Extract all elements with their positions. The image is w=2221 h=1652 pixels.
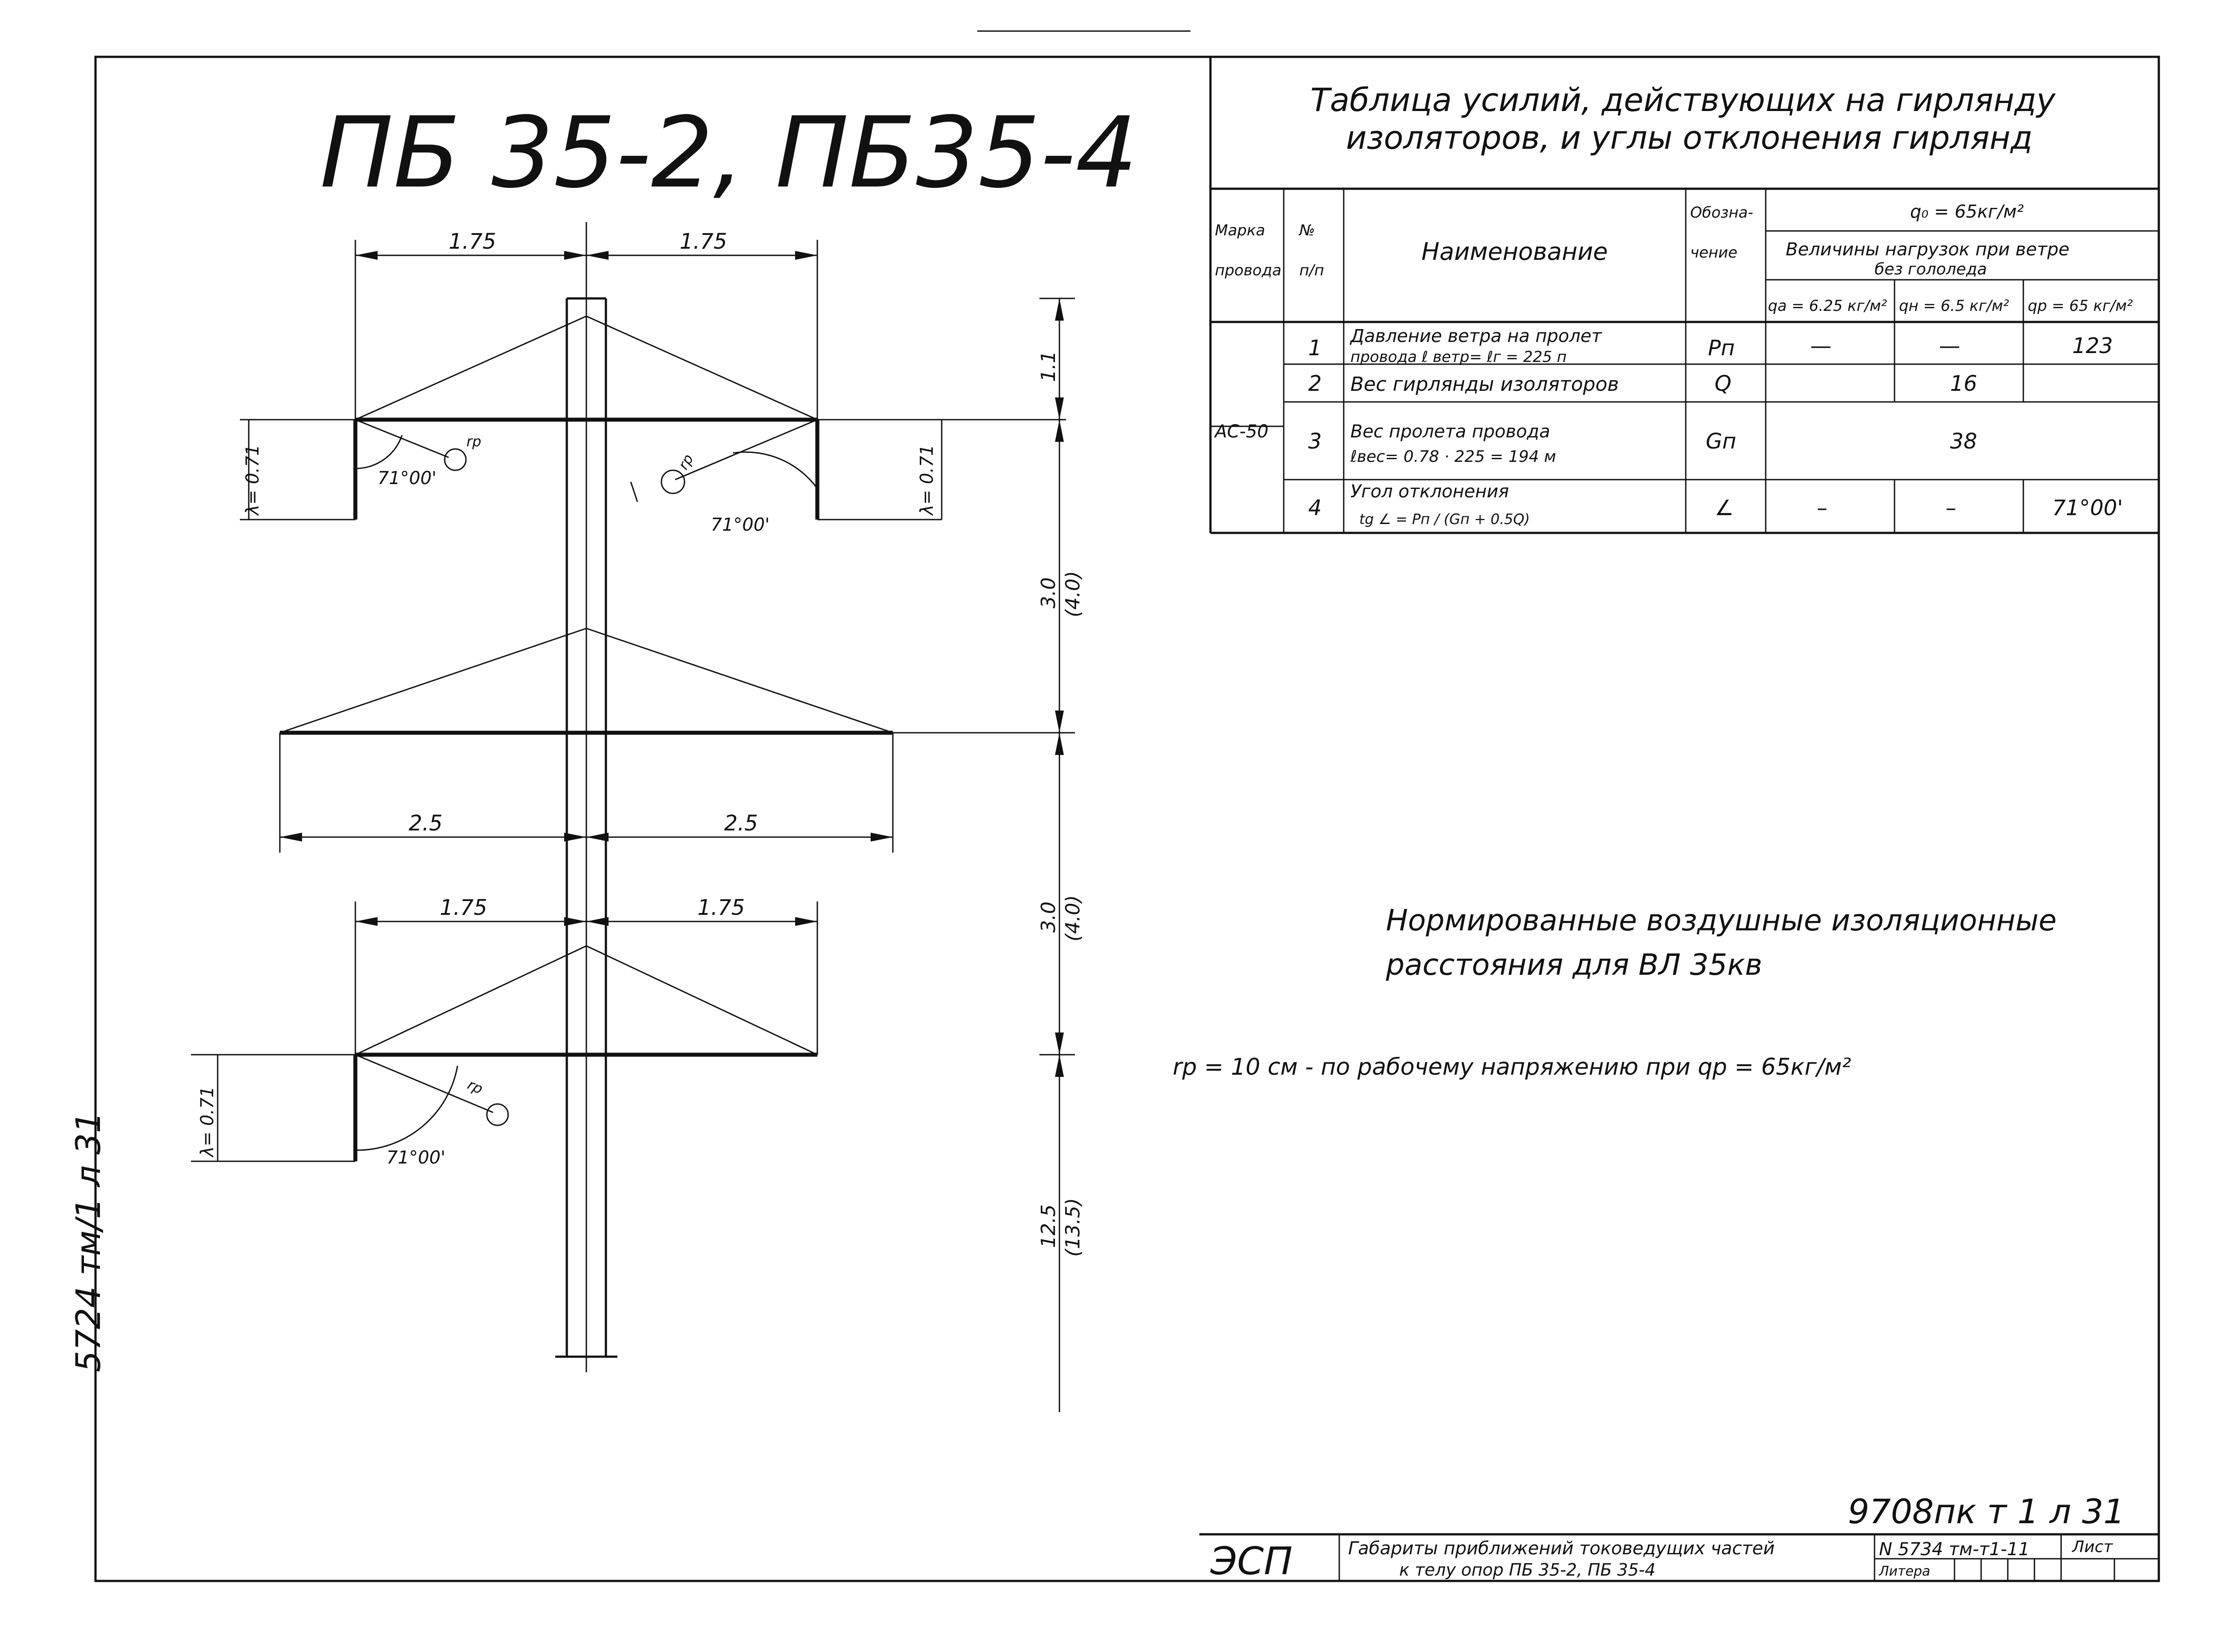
- row1-qp: 123: [2072, 334, 2113, 358]
- row3-sym: Gп: [1706, 429, 1736, 454]
- angle-top-left: 71°00': [378, 468, 437, 488]
- notes-heading-1: Нормированные воздушные изоляционные: [1386, 903, 2057, 937]
- dim-bottom-alt: (13.5): [1062, 1198, 1084, 1257]
- dim-bot-arm-left: 1.75: [440, 895, 487, 920]
- hdr-name: Наименование: [1421, 238, 1608, 266]
- hdr-qn: qн = 6.5 кг/м²: [1899, 297, 2009, 315]
- row1-num: 1: [1308, 336, 1322, 361]
- title-block: [1199, 1492, 2159, 1584]
- title-desc-1: Габариты приближений токоведущих частей: [1348, 1538, 1775, 1559]
- dim-middle-1-alt: (4.0): [1062, 571, 1084, 617]
- dim-bot-arm-right: 1.75: [697, 895, 745, 920]
- row4-qn: –: [1946, 496, 1956, 520]
- vertical-dimensions: [1037, 298, 1084, 1412]
- dim-middle-2-alt: (4.0): [1062, 895, 1084, 941]
- row1-qa: —: [1810, 334, 1831, 358]
- litera-label: Литера: [1879, 1564, 1930, 1579]
- hdr-num-2: п/п: [1299, 262, 1324, 279]
- hdr-load-top: q₀ = 65кг/м²: [1910, 202, 2024, 222]
- hdr-num-1: №: [1299, 222, 1315, 239]
- hdr-symbol-1: Обозна-: [1690, 204, 1753, 222]
- hdr-brand-2: провода: [1215, 262, 1282, 279]
- garland-length-top-right: λ= 0.71: [917, 445, 937, 515]
- hdr-qp: qр = 65 кг/м²: [2028, 297, 2133, 315]
- pole: [555, 222, 617, 1372]
- doc-number: N 5734 тм-т1-11: [1879, 1539, 2030, 1560]
- dim-bottom: 12.5: [1037, 1204, 1060, 1248]
- bottom-crossarm: [191, 895, 817, 1168]
- row1-qn: —: [1939, 334, 1960, 358]
- forces-table: [1210, 57, 2159, 533]
- hdr-load-sub-1: Величины нагрузок при ветре: [1786, 239, 2070, 260]
- angle-top-right: 71°00': [711, 515, 770, 535]
- row3-merged: 38: [1950, 429, 1978, 454]
- dim-middle-2: 3.0: [1037, 901, 1060, 933]
- dim-top-arm-right: 1.75: [680, 229, 727, 254]
- side-code: 5724 тм/1 л 31: [68, 1112, 108, 1372]
- row4-qa: –: [1817, 496, 1827, 520]
- hdr-load-sub-2: без гололеда: [1875, 260, 1987, 278]
- dim-mid-arm-right: 2.5: [724, 811, 758, 836]
- notes: [1173, 903, 2057, 1080]
- row1-sym: Рп: [1708, 336, 1735, 361]
- row4-num: 4: [1308, 496, 1322, 520]
- notes-heading-2: расстояния для ВЛ 35кв: [1386, 948, 1763, 982]
- row2-sym: Q: [1715, 371, 1731, 396]
- garland-length-top-left: λ= 0.71: [243, 445, 263, 515]
- rp-top-left: rp: [466, 433, 482, 450]
- row4-name-2: tg ∠ = Рп / (Gп + 0.5Q): [1359, 511, 1530, 528]
- dim-middle-1: 3.0: [1037, 577, 1060, 608]
- rp-bottom: rp: [465, 1076, 486, 1098]
- title-desc-2: к телу опор ПБ 35-2, ПБ 35-4: [1399, 1560, 1656, 1580]
- notes-rp: rр = 10 см - по рабочему напряжению при qр = 65кг/м²: [1173, 1054, 1851, 1080]
- row2-name-1: Вес гирлянды изоляторов: [1350, 373, 1619, 396]
- table-title-line1: Таблица усилий, действующих на гирлянду: [1310, 81, 2056, 119]
- sheet-label: Лист: [2072, 1538, 2113, 1556]
- row1-name-2: провода ℓ ветр= ℓг = 225 п: [1350, 348, 1567, 366]
- drawing-title: ПБ 35-2, ПБ35-4: [320, 96, 1138, 210]
- angle-bottom: 71°00': [386, 1148, 446, 1168]
- row1-name-1: Давление ветра на пролет: [1350, 326, 1602, 346]
- org-name: ЭСП: [1210, 1539, 1293, 1584]
- hdr-qa: qа = 6.25 кг/м²: [1768, 297, 1887, 315]
- hdr-brand-1: Марка: [1215, 222, 1266, 239]
- row4-name-1: Угол отклонения: [1350, 481, 1509, 502]
- rp-top-right: rp: [675, 451, 697, 473]
- row3-name-2: ℓвес= 0.78 · 225 = 194 м: [1350, 448, 1556, 466]
- table-title-line2: изоляторов, и углы отклонения гирлянд: [1346, 119, 2033, 156]
- middle-crossarm: [280, 628, 1066, 853]
- row4-sym: ∠: [1715, 496, 1734, 520]
- dim-top: 1.1: [1037, 351, 1060, 382]
- row2-num: 2: [1308, 371, 1322, 396]
- row2-merged: 16: [1950, 371, 1978, 396]
- tower-drawing: [191, 96, 1138, 1412]
- cell-brand: АС-50: [1215, 421, 1269, 442]
- row3-num: 3: [1308, 429, 1322, 454]
- dim-mid-arm-left: 2.5: [409, 811, 443, 836]
- stamp-code: 9708пк т 1 л 31: [1848, 1492, 2125, 1531]
- drawing-frame: [96, 57, 2159, 1581]
- hdr-symbol-2: чение: [1690, 244, 1738, 262]
- dim-top-arm-left: 1.75: [449, 229, 496, 254]
- row3-name-1: Вес пролета провода: [1350, 421, 1550, 442]
- garland-length-bottom: λ= 0.71: [197, 1086, 218, 1157]
- row4-qp: 71°00': [2052, 496, 2123, 520]
